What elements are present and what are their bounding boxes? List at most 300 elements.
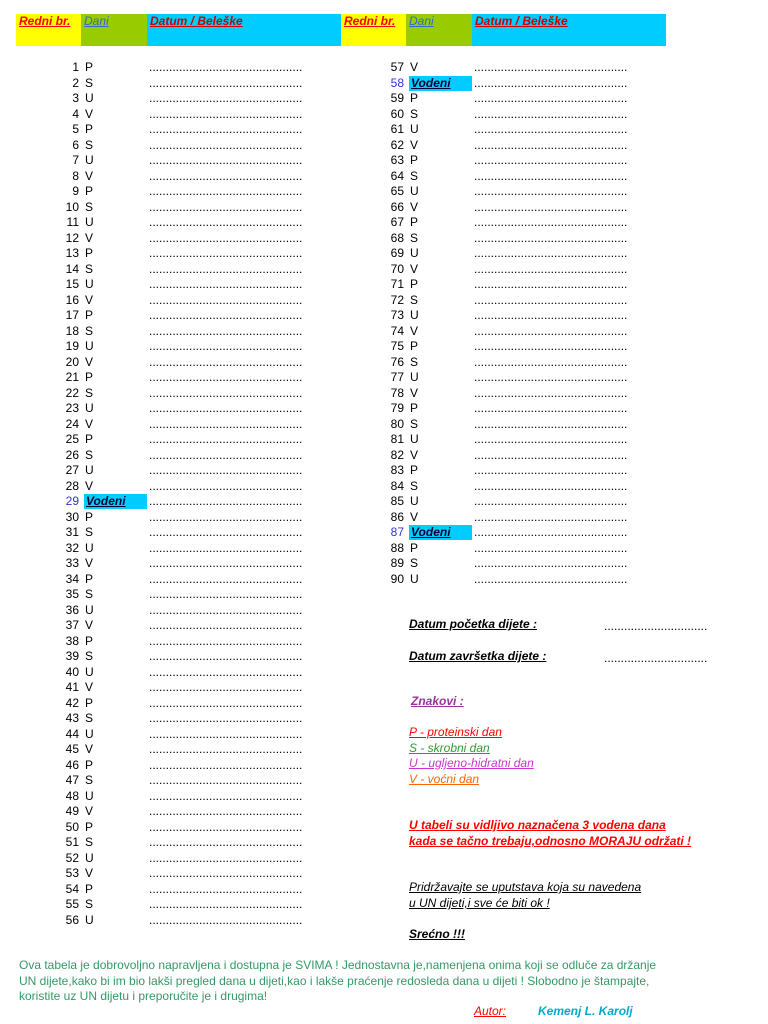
day-type: V: [410, 60, 419, 74]
day-number: 65: [390, 184, 404, 198]
day-number: 29: [65, 494, 79, 508]
notes-placeholder-dots: ..............................................: [474, 277, 628, 291]
day-type: V: [410, 447, 419, 462]
day-number: 62: [390, 137, 404, 152]
day-number: 72: [390, 292, 404, 307]
day-number: 33: [65, 556, 79, 570]
day-number: 88: [390, 540, 404, 555]
notes-placeholder-dots: ..............................................: [474, 168, 628, 183]
day-row: [0, 510, 768, 525]
day-row: [0, 448, 768, 463]
notes-placeholder-dots: ..............................................: [149, 230, 303, 245]
day-number: 56: [65, 912, 79, 927]
notes-placeholder-dots: ..............................................: [474, 463, 628, 477]
day-type: V: [85, 866, 94, 880]
day-type: P: [85, 432, 94, 446]
day-row: [0, 897, 768, 912]
notes-placeholder-dots: ..............................................: [149, 897, 303, 911]
notes-placeholder-dots: ..............................................: [149, 726, 303, 741]
day-type: V: [85, 556, 94, 570]
notes-placeholder-dots: ..............................................: [474, 91, 628, 105]
day-type: V: [410, 385, 419, 400]
day-number: 18: [65, 323, 79, 338]
day-number: 85: [390, 494, 404, 508]
day-type: V: [410, 509, 419, 524]
notes-placeholder-dots: ..............................................: [474, 556, 628, 570]
end-date-label: Datum završetka dijete :: [409, 649, 547, 663]
day-type: U: [85, 463, 94, 477]
day-row: [0, 866, 768, 881]
legend-item-skrob: S - skrobni dan: [409, 741, 490, 755]
day-number: 42: [65, 695, 79, 710]
notes-placeholder-dots: ..............................................: [149, 850, 303, 865]
notes-placeholder-dots: ..............................................: [149, 742, 303, 756]
day-number: 12: [65, 230, 79, 245]
day-type: S: [85, 447, 94, 462]
day-type: S: [85, 199, 94, 214]
day-number: 32: [65, 540, 79, 555]
day-type: S: [410, 416, 419, 431]
day-row: [0, 60, 768, 75]
day-number: 67: [390, 215, 404, 229]
end-date-dots: ...............................: [604, 651, 708, 665]
day-type: S: [85, 711, 94, 725]
day-type: P: [85, 881, 94, 896]
notes-placeholder-dots: ..............................................: [474, 494, 628, 508]
day-type: U: [85, 850, 94, 865]
advice-line-2: u UN dijeti,i sve će biti ok !: [409, 896, 550, 910]
day-row: [0, 711, 768, 726]
day-row: [0, 556, 768, 571]
day-row: [0, 76, 768, 91]
day-number: 50: [65, 819, 79, 834]
legend-item-vocni: V - voćni dan: [409, 772, 480, 786]
day-type: V: [85, 742, 94, 756]
day-type: P: [410, 277, 419, 291]
notes-placeholder-dots: ..............................................: [149, 153, 303, 167]
notes-placeholder-dots: ..............................................: [474, 401, 628, 415]
day-number: 35: [65, 587, 79, 601]
day-type: V: [85, 416, 94, 431]
day-row: [0, 169, 768, 184]
notes-placeholder-dots: ..............................................: [474, 184, 628, 198]
day-type: S: [85, 773, 94, 787]
notes-placeholder-dots: ..............................................: [149, 323, 303, 338]
day-number: 48: [65, 788, 79, 803]
day-number: 21: [65, 370, 79, 384]
notes-placeholder-dots: ..............................................: [474, 122, 628, 136]
day-type: U: [410, 184, 419, 198]
notes-placeholder-dots: ..............................................: [474, 339, 628, 353]
day-number: 69: [390, 246, 404, 260]
header-datum-right: Datum / Beleške: [472, 14, 666, 46]
day-row: [0, 603, 768, 618]
day-number: 43: [65, 711, 79, 725]
day-type: U: [85, 788, 94, 803]
day-number: 16: [65, 292, 79, 307]
day-number: 3: [72, 91, 79, 105]
legend-item-uh: U - ugljeno-hidratni dan: [409, 756, 534, 770]
day-row: [0, 215, 768, 230]
day-number: 68: [390, 230, 404, 245]
day-type: S: [85, 649, 94, 663]
day-number: 75: [390, 339, 404, 353]
day-type: U: [410, 122, 419, 136]
notes-placeholder-dots: ..............................................: [474, 571, 628, 586]
day-type: V: [85, 168, 94, 183]
day-number: 2: [72, 75, 79, 90]
water-day-label: Vodeni: [84, 494, 147, 509]
notes-placeholder-dots: ..............................................: [149, 633, 303, 648]
day-number: 66: [390, 199, 404, 214]
day-type: P: [85, 695, 94, 710]
day-type: V: [85, 680, 94, 694]
day-number: 11: [66, 215, 79, 229]
day-row: [0, 401, 768, 416]
start-date-label: Datum početka dijete :: [409, 617, 538, 631]
day-type: U: [410, 571, 419, 586]
notes-placeholder-dots: ..............................................: [474, 75, 628, 90]
notes-placeholder-dots: ..............................................: [149, 571, 303, 586]
notes-placeholder-dots: ..............................................: [149, 556, 303, 570]
day-number: 8: [72, 168, 79, 183]
day-type: S: [85, 75, 94, 90]
notes-placeholder-dots: ..............................................: [149, 215, 303, 229]
day-number: 86: [390, 509, 404, 524]
notes-placeholder-dots: ..............................................: [149, 385, 303, 400]
day-row: [0, 432, 768, 447]
start-date-dots: ...............................: [604, 619, 708, 633]
day-row: [0, 293, 768, 308]
header-datum-left: Datum / Beleške: [147, 14, 341, 46]
day-row: [0, 231, 768, 246]
day-row: [0, 339, 768, 354]
day-number: 10: [65, 199, 79, 214]
day-number: 19: [65, 339, 79, 353]
good-luck: Srećno !!!: [409, 927, 466, 941]
day-number: 41: [65, 680, 79, 694]
day-number: 7: [72, 153, 79, 167]
day-type: V: [410, 261, 419, 276]
day-type: P: [85, 246, 94, 260]
day-number: 25: [65, 432, 79, 446]
notes-placeholder-dots: ..............................................: [149, 773, 303, 787]
day-type: P: [410, 401, 419, 415]
notes-placeholder-dots: ..............................................: [149, 246, 303, 260]
notes-placeholder-dots: ..............................................: [149, 199, 303, 214]
day-type: P: [410, 91, 419, 105]
day-type: P: [85, 370, 94, 384]
day-number: 24: [65, 416, 79, 431]
day-number: 79: [390, 401, 404, 415]
day-type: P: [85, 757, 94, 772]
day-number: 80: [390, 416, 404, 431]
day-number: 52: [65, 850, 79, 865]
footer-line-1: Ova tabela je dobrovoljno napravljena i dostupna je SVIMA ! Jednostavna je,namenjena onima koji se odluče za držanje: [19, 958, 657, 972]
day-type: P: [85, 571, 94, 586]
day-number: 23: [65, 401, 79, 415]
day-type: V: [410, 137, 419, 152]
day-number: 27: [65, 463, 79, 477]
day-number: 30: [65, 509, 79, 524]
notes-placeholder-dots: ..............................................: [149, 122, 303, 136]
notes-placeholder-dots: ..............................................: [149, 525, 303, 539]
notes-placeholder-dots: ..............................................: [149, 912, 303, 927]
day-row: [0, 246, 768, 261]
notes-placeholder-dots: ..............................................: [149, 478, 303, 493]
day-number: 76: [390, 354, 404, 369]
day-type: V: [85, 106, 94, 121]
day-number: 5: [72, 122, 79, 136]
day-row: [0, 262, 768, 277]
notes-placeholder-dots: ..............................................: [149, 711, 303, 725]
day-type: P: [410, 153, 419, 167]
day-type: P: [85, 509, 94, 524]
notes-placeholder-dots: ..............................................: [149, 75, 303, 90]
notes-placeholder-dots: ..............................................: [149, 137, 303, 152]
day-number: 57: [390, 60, 404, 74]
day-row: [0, 324, 768, 339]
day-type: S: [410, 354, 419, 369]
day-number: 49: [65, 804, 79, 818]
day-type: U: [410, 246, 419, 260]
notes-placeholder-dots: ..............................................: [149, 308, 303, 322]
day-row: [0, 479, 768, 494]
header-dani-left: Dani: [81, 14, 147, 46]
day-row: [0, 525, 768, 540]
day-row: [0, 572, 768, 587]
day-type: P: [85, 308, 94, 322]
day-number: 36: [65, 602, 79, 617]
day-type: S: [85, 897, 94, 911]
day-type: S: [85, 137, 94, 152]
day-number: 13: [65, 246, 79, 260]
day-type: U: [85, 401, 94, 415]
day-type: U: [85, 339, 94, 353]
day-number: 60: [390, 106, 404, 121]
day-row: [0, 804, 768, 819]
notes-placeholder-dots: ..............................................: [474, 478, 628, 493]
water-day-label: Vodeni: [409, 76, 472, 91]
notes-placeholder-dots: ..............................................: [474, 215, 628, 229]
notes-placeholder-dots: ..............................................: [149, 184, 303, 198]
day-number: 63: [390, 153, 404, 167]
day-row: [0, 665, 768, 680]
notes-placeholder-dots: ..............................................: [149, 819, 303, 834]
notes-placeholder-dots: ..............................................: [149, 416, 303, 431]
day-number: 46: [65, 757, 79, 772]
notes-placeholder-dots: ..............................................: [149, 587, 303, 601]
notes-placeholder-dots: ..............................................: [149, 788, 303, 803]
day-type: U: [410, 432, 419, 446]
day-type: U: [85, 153, 94, 167]
notes-placeholder-dots: ..............................................: [149, 401, 303, 415]
day-type: V: [410, 323, 419, 338]
notes-placeholder-dots: ..............................................: [149, 509, 303, 524]
day-row: [0, 634, 768, 649]
day-number: 84: [390, 478, 404, 493]
day-row: [0, 494, 768, 509]
advice-line-1: Pridržavajte se uputstava koja su navedena: [409, 880, 642, 894]
day-number: 31: [65, 525, 79, 539]
notes-placeholder-dots: ..............................................: [149, 618, 303, 632]
day-type: P: [410, 339, 419, 353]
day-type: V: [85, 292, 94, 307]
day-row: [0, 200, 768, 215]
day-row: [0, 773, 768, 788]
day-number: 39: [65, 649, 79, 663]
notes-placeholder-dots: ..............................................: [474, 354, 628, 369]
day-row: [0, 587, 768, 602]
header-redni-br-right: Redni br.: [341, 14, 406, 46]
day-row: [0, 91, 768, 106]
header-redni-br-left: Redni br.: [16, 14, 81, 46]
day-type: S: [85, 587, 94, 601]
day-type: U: [85, 215, 94, 229]
notes-placeholder-dots: ..............................................: [474, 137, 628, 152]
day-type: U: [85, 602, 94, 617]
notes-placeholder-dots: ..............................................: [149, 292, 303, 307]
day-type: U: [85, 91, 94, 105]
day-type: S: [85, 261, 94, 276]
day-type: U: [85, 664, 94, 679]
day-row: [0, 463, 768, 478]
day-number: 74: [390, 323, 404, 338]
day-row: [0, 355, 768, 370]
header-dani-right: Dani: [406, 14, 472, 46]
notes-placeholder-dots: ..............................................: [149, 91, 303, 105]
notes-placeholder-dots: ..............................................: [474, 323, 628, 338]
day-number: 17: [65, 308, 79, 322]
day-row: [0, 184, 768, 199]
day-number: 6: [72, 137, 79, 152]
day-row: [0, 742, 768, 757]
day-number: 83: [390, 463, 404, 477]
day-type: U: [410, 494, 419, 508]
day-number: 78: [390, 385, 404, 400]
day-row: [0, 386, 768, 401]
notes-placeholder-dots: ..............................................: [474, 199, 628, 214]
day-type: V: [85, 354, 94, 369]
notice-line-2: kada se tačno trebaju,odnosno MORAJU održati !: [409, 834, 692, 848]
day-row: [0, 107, 768, 122]
day-number: 55: [65, 897, 79, 911]
notes-placeholder-dots: ..............................................: [149, 432, 303, 446]
day-type: P: [410, 215, 419, 229]
day-type: P: [410, 463, 419, 477]
notes-placeholder-dots: ..............................................: [474, 230, 628, 245]
day-number: 20: [65, 354, 79, 369]
day-number: 90: [390, 571, 404, 586]
day-type: S: [410, 106, 419, 121]
day-type: P: [85, 633, 94, 648]
notes-placeholder-dots: ..............................................: [474, 525, 628, 539]
day-number: 82: [390, 447, 404, 462]
notes-placeholder-dots: ..............................................: [149, 447, 303, 462]
day-number: 38: [65, 633, 79, 648]
day-type: U: [85, 726, 94, 741]
day-number: 45: [65, 742, 79, 756]
day-type: P: [85, 60, 94, 74]
day-number: 77: [390, 370, 404, 384]
notes-placeholder-dots: ..............................................: [149, 106, 303, 121]
notes-placeholder-dots: ..............................................: [149, 835, 303, 849]
legend-title: Znakovi :: [411, 694, 464, 708]
day-number: 58: [390, 75, 404, 90]
notes-placeholder-dots: ..............................................: [474, 153, 628, 167]
day-number: 73: [390, 308, 404, 322]
notes-placeholder-dots: ..............................................: [474, 385, 628, 400]
day-type: S: [410, 168, 419, 183]
day-number: 51: [65, 835, 79, 849]
notes-placeholder-dots: ..............................................: [474, 540, 628, 555]
notes-placeholder-dots: ..............................................: [149, 339, 303, 353]
notes-placeholder-dots: ..............................................: [149, 804, 303, 818]
day-number: 70: [390, 261, 404, 276]
day-row: [0, 122, 768, 137]
day-number: 71: [390, 277, 404, 291]
day-row: [0, 680, 768, 695]
notes-placeholder-dots: ..............................................: [474, 509, 628, 524]
author-name: Kemenj L. Karolj: [538, 1004, 633, 1018]
day-type: V: [85, 804, 94, 818]
notes-placeholder-dots: ..............................................: [149, 370, 303, 384]
day-row: [0, 696, 768, 711]
notes-placeholder-dots: ..............................................: [149, 602, 303, 617]
day-type: S: [85, 525, 94, 539]
notes-placeholder-dots: ..............................................: [474, 308, 628, 322]
day-number: 22: [65, 385, 79, 400]
day-type: V: [85, 618, 94, 632]
day-type: V: [410, 199, 419, 214]
day-type: S: [410, 556, 419, 570]
day-row: [0, 541, 768, 556]
day-number: 40: [65, 664, 79, 679]
day-type: S: [85, 323, 94, 338]
notes-placeholder-dots: ..............................................: [149, 261, 303, 276]
day-number: 54: [65, 881, 79, 896]
footer-line-2: UN dijete,kako bi im bio lakši pregled dana u dijeti,kao i lakše praćenje redosleda dana u dijeti ! Slobodno je štampajte,: [19, 974, 650, 988]
day-number: 15: [65, 277, 79, 291]
notes-placeholder-dots: ..............................................: [474, 261, 628, 276]
day-row: [0, 789, 768, 804]
notes-placeholder-dots: ..............................................: [149, 757, 303, 772]
notes-placeholder-dots: ..............................................: [474, 370, 628, 384]
day-number: 9: [72, 184, 79, 198]
day-row: [0, 277, 768, 292]
notes-placeholder-dots: ..............................................: [149, 354, 303, 369]
day-number: 59: [390, 91, 404, 105]
day-row: [0, 758, 768, 773]
notes-placeholder-dots: ..............................................: [149, 168, 303, 183]
day-number: 1: [72, 60, 79, 74]
author-label: Autor:: [474, 1004, 507, 1018]
day-type: S: [410, 292, 419, 307]
day-type: U: [85, 912, 94, 927]
notes-placeholder-dots: ..............................................: [474, 246, 628, 260]
day-row: [0, 882, 768, 897]
notes-placeholder-dots: ..............................................: [474, 292, 628, 307]
day-row: [0, 138, 768, 153]
notes-placeholder-dots: ..............................................: [149, 664, 303, 679]
day-number: 4: [72, 106, 79, 121]
day-number: 44: [65, 726, 79, 741]
notes-placeholder-dots: ..............................................: [149, 649, 303, 663]
notes-placeholder-dots: ..............................................: [149, 680, 303, 694]
notes-placeholder-dots: ..............................................: [474, 447, 628, 462]
notes-placeholder-dots: ..............................................: [149, 695, 303, 710]
notes-placeholder-dots: ..............................................: [149, 881, 303, 896]
